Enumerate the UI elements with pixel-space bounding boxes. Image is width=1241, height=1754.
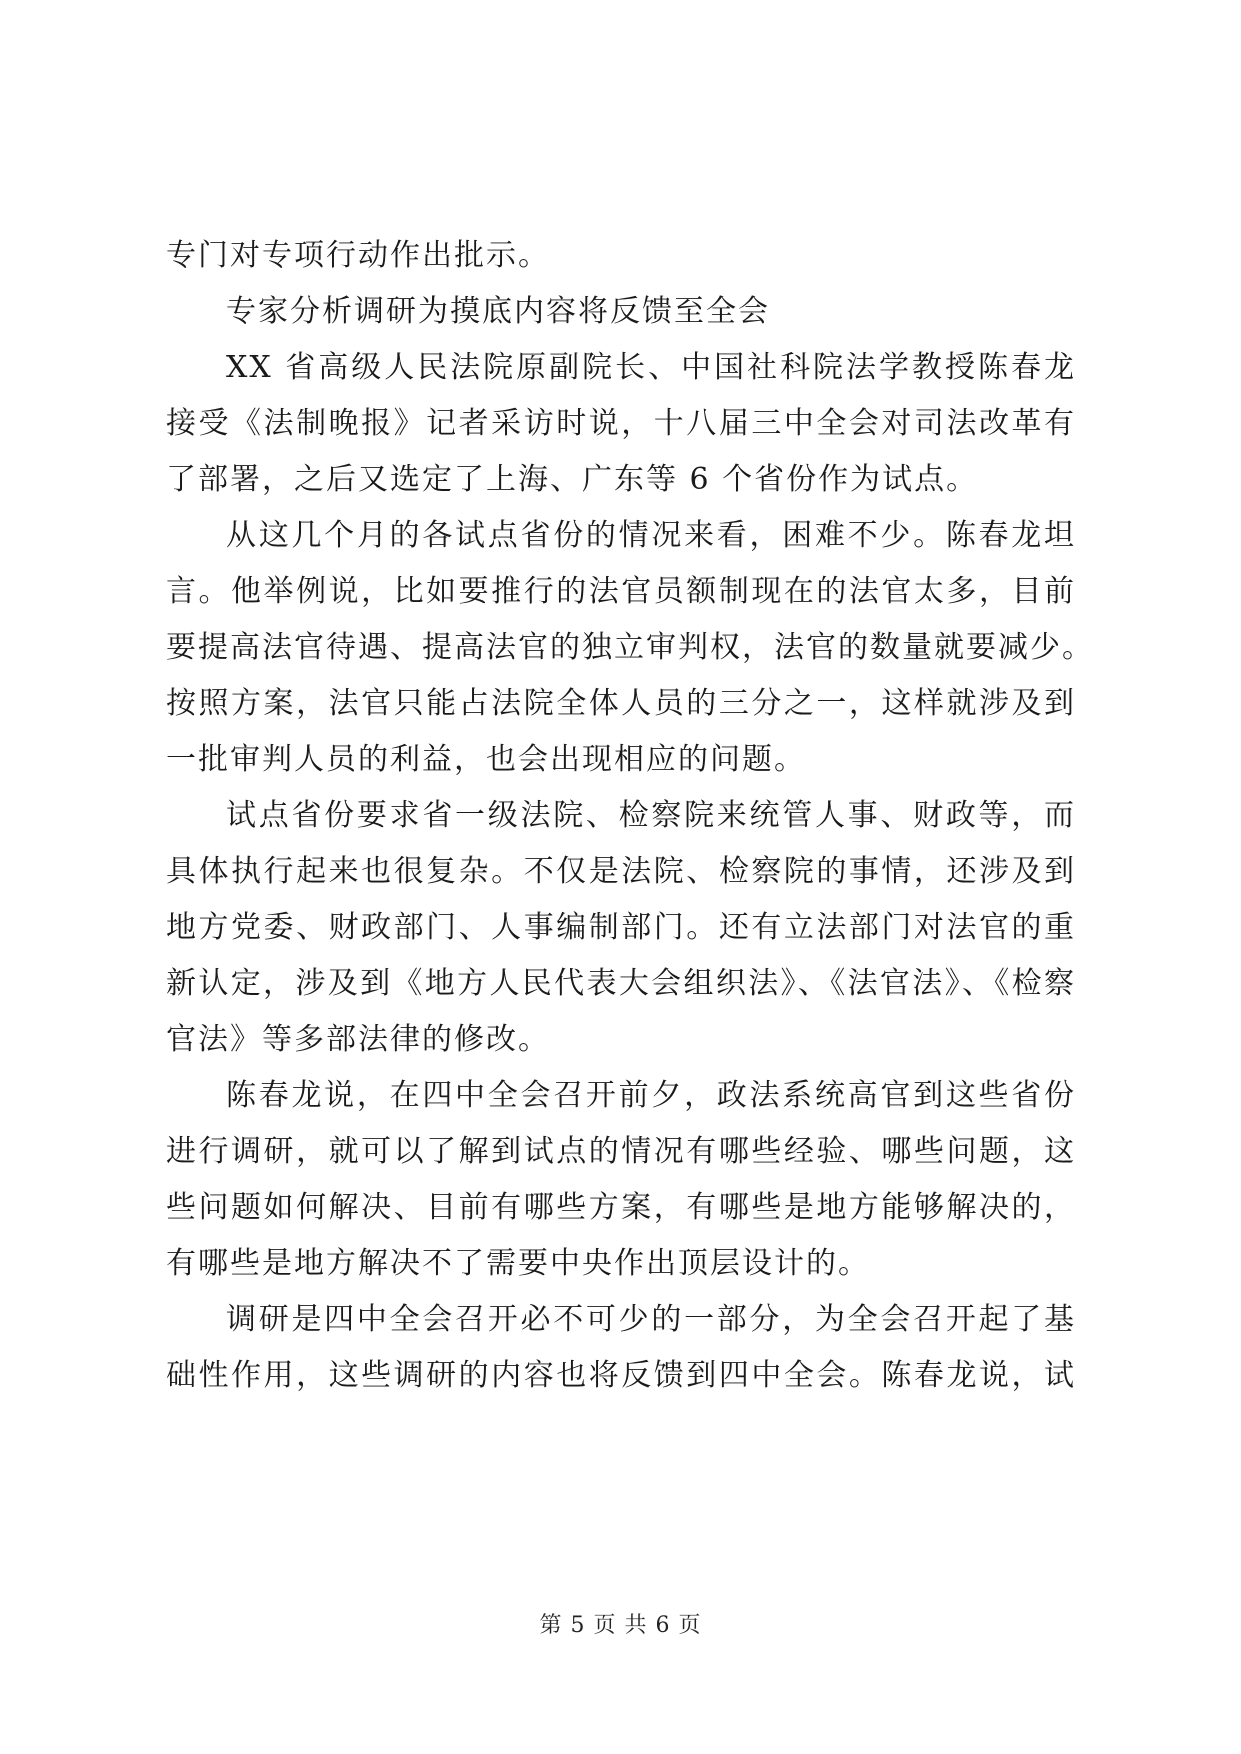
text-line: 具体执行起来也很复杂。不仅是法院、检察院的事情，还涉及到 <box>166 854 1076 889</box>
text-line: 陈春龙说，在四中全会召开前夕，政法系统高官到这些省份 <box>226 1078 1076 1113</box>
text-line: 些问题如何解决、目前有哪些方案，有哪些是地方能够解决的， <box>166 1190 1076 1225</box>
text-line: 新认定，涉及到《地方人民代表大会组织法》、《法官法》、《检察 <box>166 966 1076 1001</box>
paragraph-5 <box>166 788 1076 1068</box>
text-line: 地方党委、财政部门、人事编制部门。还有立法部门对法官的重 <box>166 910 1076 945</box>
paragraph-6 <box>166 1068 1076 1292</box>
text-line: 要提高法官待遇、提高法官的独立审判权，法官的数量就要减少。 <box>166 630 1094 665</box>
paragraph-7 <box>166 1292 1076 1404</box>
text-line: 进行调研，就可以了解到试点的情况有哪些经验、哪些问题，这 <box>166 1134 1076 1169</box>
text-line: 官法》等多部法律的修改。 <box>166 1022 550 1057</box>
text-line: 接受《法制晚报》记者采访时说，十八届三中全会对司法改革有 <box>166 406 1076 441</box>
text-line: 了部署，之后又选定了上海、广东等 6 个省份作为试点。 <box>166 462 979 497</box>
text-line: 试点省份要求省一级法院、检察院来统管人事、财政等，而 <box>226 798 1076 833</box>
text-line: 从这几个月的各试点省份的情况来看，困难不少。陈春龙坦 <box>226 518 1076 553</box>
text-line: 调研是四中全会召开必不可少的一部分，为全会召开起了基 <box>226 1302 1076 1337</box>
heading-text: 专家分析调研为摸底内容将反馈至全会 <box>226 294 770 329</box>
paragraph-4 <box>166 508 1094 788</box>
text-line: 按照方案，法官只能占法院全体人员的三分之一，这样就涉及到 <box>166 686 1076 721</box>
text-line: XX 省高级人民法院原副院长、中国社科院法学教授陈春龙 <box>226 350 1076 385</box>
paragraph-3 <box>166 340 1076 508</box>
paragraph-1 <box>166 228 1076 284</box>
text-line: 础性作用，这些调研的内容也将反馈到四中全会。陈春龙说，试 <box>166 1358 1076 1393</box>
text-line: 有哪些是地方解决不了需要中央作出顶层设计的。 <box>166 1246 870 1281</box>
page-number-footer: 第 5 页 共 6 页 <box>539 1613 702 1638</box>
text-line: 言。他举例说，比如要推行的法官员额制现在的法官太多，目前 <box>166 574 1076 609</box>
document-body <box>166 228 1094 1404</box>
text-line: 专门对专项行动作出批示。 <box>166 238 550 273</box>
text-line: 一批审判人员的利益，也会出现相应的问题。 <box>166 742 806 777</box>
section-heading <box>166 284 1076 340</box>
